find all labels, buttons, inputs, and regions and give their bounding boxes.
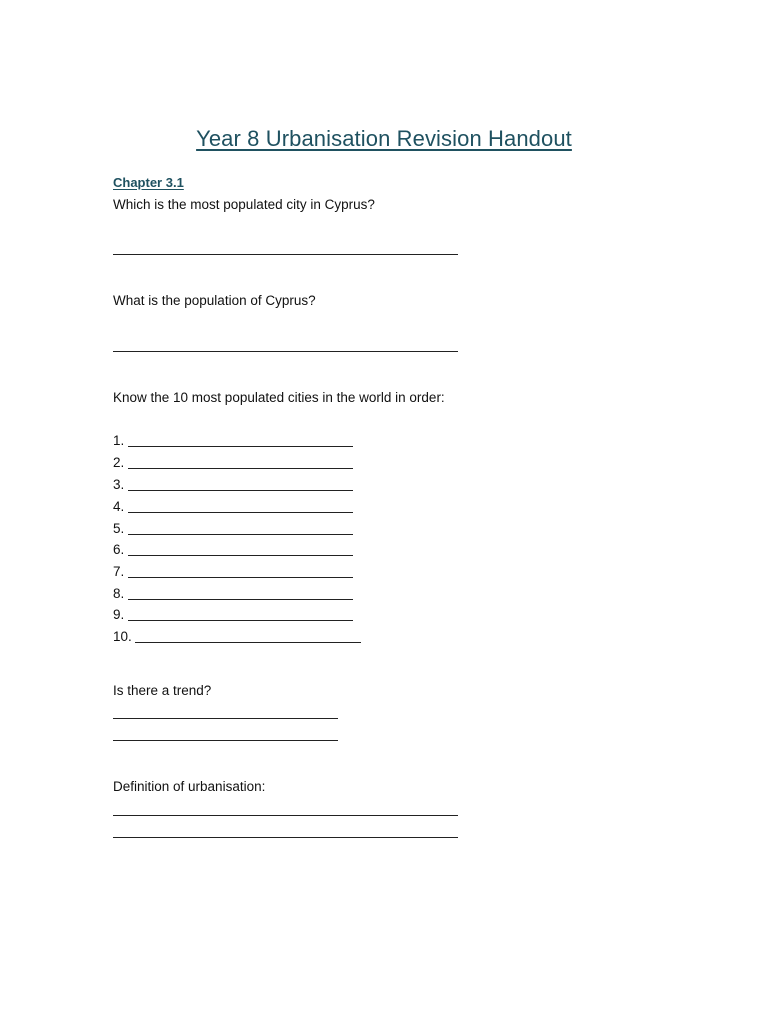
- chapter-heading: Chapter 3.1: [113, 175, 184, 190]
- list-answer-line[interactable]: [128, 555, 353, 556]
- list-answer-line[interactable]: [128, 599, 353, 600]
- list-number: 4.: [113, 499, 125, 514]
- question-top-cities: Know the 10 most populated cities in the world in order:: [113, 390, 445, 405]
- list-number: 1.: [113, 433, 125, 448]
- list-number: 8.: [113, 586, 125, 601]
- definition-answer-line-1[interactable]: [113, 815, 458, 816]
- question-population: What is the population of Cyprus?: [113, 293, 316, 308]
- list-answer-line[interactable]: [128, 468, 353, 469]
- list-answer-line[interactable]: [128, 620, 353, 621]
- list-answer-line[interactable]: [128, 446, 353, 447]
- question-definition: Definition of urbanisation:: [113, 779, 266, 794]
- definition-answer-line-2[interactable]: [113, 837, 458, 838]
- list-number: 2.: [113, 455, 125, 470]
- list-number: 10.: [113, 629, 132, 644]
- answer-line-2[interactable]: [113, 351, 458, 352]
- list-answer-line[interactable]: [128, 490, 353, 491]
- answer-line-1[interactable]: [113, 254, 458, 255]
- list-number: 9.: [113, 607, 125, 622]
- list-number: 6.: [113, 542, 125, 557]
- list-number: 5.: [113, 521, 125, 536]
- list-answer-line[interactable]: [128, 512, 353, 513]
- question-most-populated-city: Which is the most populated city in Cyprus?: [113, 197, 375, 212]
- list-number: 7.: [113, 564, 125, 579]
- list-answer-line[interactable]: [128, 577, 353, 578]
- question-trend: Is there a trend?: [113, 683, 212, 698]
- trend-answer-line-2[interactable]: [113, 740, 338, 741]
- list-answer-line[interactable]: [128, 534, 353, 535]
- page-title: Year 8 Urbanisation Revision Handout: [196, 126, 572, 151]
- list-number: 3.: [113, 477, 125, 492]
- list-answer-line[interactable]: [135, 642, 361, 643]
- trend-answer-line-1[interactable]: [113, 718, 338, 719]
